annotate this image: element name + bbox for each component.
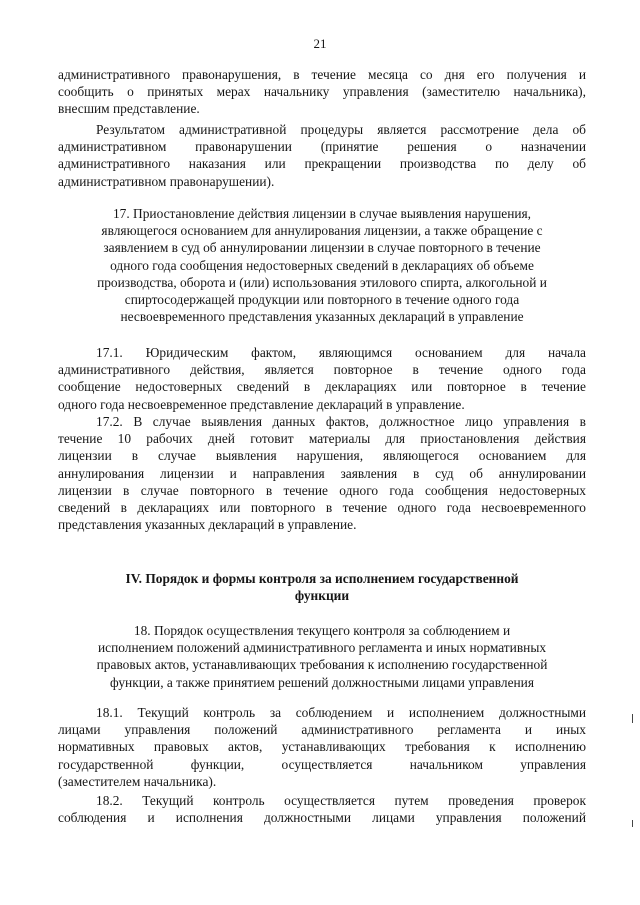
text-line: функции (294, 588, 350, 604)
text-line: производства, оборота и (или) использования этилового спирта, алкогольной и (97, 274, 547, 290)
page-number: 21 (313, 36, 327, 51)
paragraph-result (58, 121, 586, 190)
text-line: 18. Порядок осуществления текущего контроля за соблюдением и (133, 623, 511, 638)
text-line: аннулирования лицензии и направления заявления в суд об аннулировании (58, 465, 586, 481)
paragraph-17-1 (58, 344, 586, 413)
text-line: одного года сообщения недостоверных сведений в декларациях об объеме (110, 257, 534, 273)
text-line: лицами управления положений административного регламента и иных (58, 722, 586, 738)
text-line: 17. Приостановление действия лицензии в случае выявления нарушения, (112, 206, 532, 221)
text-line: 18.1. Текущий контроль за соблюдением и исполнением должностными (96, 705, 586, 720)
text-line: 18.2. Текущий контроль осуществляется путем проведения проверок (96, 793, 586, 808)
text-line: заявлением в суд об аннулировании лицензии в случае повторного в течение (103, 240, 541, 256)
text-line: 17.2. В случае выявления данных фактов, должностное лицо управления в (96, 414, 586, 429)
text-line: внесшим представление. (58, 101, 200, 117)
text-line: несвоевременного представления указанных деклараций в управление (120, 309, 524, 325)
heading-17 (58, 205, 586, 325)
text-line: спиртосодержащей продукции или повторного в течение одного года (124, 292, 520, 308)
text-line: функции, а также принятием решений должностными лицами управления (109, 674, 534, 690)
text-line: 17.1. Юридическим фактом, являющимся основанием для начала (96, 345, 586, 360)
heading-18 (58, 622, 586, 691)
paragraph-18-2 (58, 792, 586, 826)
text-line: течение 10 рабочих дней готовит материалы для приостановления действия (58, 431, 586, 447)
scan-margin-mark (632, 820, 633, 827)
text-line: административном правонарушении (принятие решения о назначении (58, 139, 586, 155)
text-line: административного правонарушения, в течение месяца со дня его получения и (58, 67, 586, 82)
text-line: соблюдения и исполнения должностными лицами управления положений (58, 810, 586, 826)
scan-margin-mark (632, 714, 633, 723)
text-line: государственной функции, осуществляется начальником управления (58, 756, 586, 772)
text-line: Результатом административной процедуры является рассмотрение дела об (96, 122, 586, 137)
text-line: представления указанных деклараций в управление. (58, 517, 357, 533)
section-heading-iv (58, 570, 586, 604)
text-line: лицензии в случае повторного в течение одного года сообщения недостоверных (58, 482, 586, 498)
paragraph-17-2 (58, 413, 586, 533)
text-line: сообщение недостоверных сведений в декларациях или повторное в течение (58, 379, 586, 395)
paragraph-18-1 (58, 704, 586, 790)
text-line: лицензии в случае выявления нарушения, являющегося основанием для (58, 448, 586, 464)
text-line: административном правонарушении). (58, 173, 275, 189)
text-line: нормативных правовых актов, устанавливающих требования к исполнению (58, 739, 586, 755)
text-line: IV. Порядок и формы контроля за исполнением государственной (125, 571, 519, 586)
text-line: административного действия, является повторное в течение одного года (58, 362, 586, 378)
text-line: правовых актов, устанавливающих требования к исполнению государственной (96, 657, 548, 673)
text-line: одного года несвоевременное представление деклараций в управление. (58, 396, 465, 412)
text-line: административного наказания или прекращении производства по делу об (58, 156, 586, 172)
text-line: исполнением положений административного регламента и иных нормативных (97, 640, 547, 656)
text-line: (заместителем начальника). (58, 773, 217, 789)
text-line: являющегося основанием для аннулирования лицензии, а также обращение с (101, 223, 543, 239)
paragraph-continuation (58, 66, 586, 118)
text-line: сообщить о принятых мерах начальнику управления (заместителю начальника), (58, 84, 586, 100)
text-line: сведений в декларациях или повторного в течение одного года несвоевременного (58, 500, 586, 516)
